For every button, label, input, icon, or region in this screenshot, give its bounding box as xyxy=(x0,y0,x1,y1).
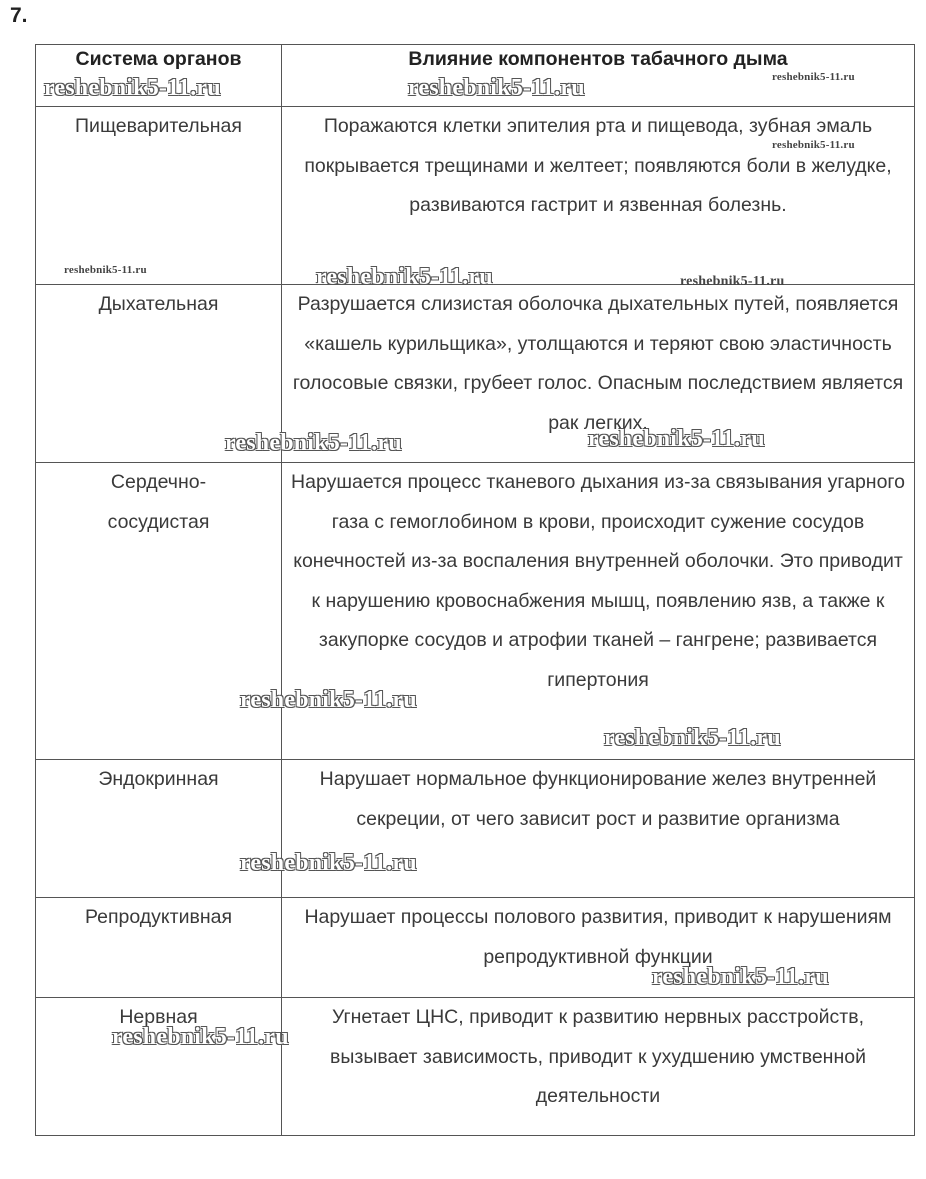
effect-cell: Нарушает процессы полового развития, приводит к нарушениям репродуктивной функции xyxy=(282,898,915,998)
watermark: reshebnik5-11.ru xyxy=(408,75,585,101)
table-header-row xyxy=(36,45,915,107)
watermark: reshebnik5-11.ru xyxy=(240,850,417,876)
header-system: Система органов xyxy=(36,45,282,107)
watermark: reshebnik5-11.ru xyxy=(316,264,493,290)
table-row xyxy=(36,285,915,463)
table-row xyxy=(36,998,915,1136)
system-cell: Эндокринная xyxy=(36,760,282,898)
effect-cell: Угнетает ЦНС, приводит к развитию нервных расстройств, вызывает зависимость, приводит к ухудшению умственной деятельности xyxy=(282,998,915,1136)
system-label: Сердечно-сосудистая xyxy=(107,471,210,533)
watermark: reshebnik5-11.ru xyxy=(112,1024,289,1050)
watermark: reshebnik5-11.ru xyxy=(680,274,785,289)
system-cell: Нервная xyxy=(36,998,282,1136)
effect-cell: Нарушается процесс тканевого дыхания из-за связывания угарного газа с гемоглобином в крови, происходит сужение сосудов конечностей из-за воспаления внутренней оболочки. Это приводит к нарушению кровоснабжения мышц, появлению язв, а также к закупорке сосудов и атрофии тканей – гангрене; развивается гипертония xyxy=(282,463,915,760)
watermark: reshebnik5-11.ru xyxy=(240,687,417,713)
table-row xyxy=(36,463,915,760)
effect-cell: Разрушается слизистая оболочка дыхательных путей, появляется «кашель курильщика», утолщаются и теряют свою эластичность голосовые связки, грубеет голос. Опасным последствием является рак легких. xyxy=(282,285,915,463)
watermark: reshebnik5-11.ru xyxy=(44,75,221,101)
system-cell xyxy=(36,463,282,760)
task-number: 7. xyxy=(10,4,28,27)
system-cell: Дыхательная xyxy=(36,285,282,463)
system-cell: Репродуктивная xyxy=(36,898,282,998)
organ-systems-table xyxy=(35,44,915,1136)
watermark: reshebnik5-11.ru xyxy=(588,426,765,452)
watermark: reshebnik5-11.ru xyxy=(652,964,829,990)
watermark: reshebnik5-11.ru xyxy=(772,71,855,83)
watermark: reshebnik5-11.ru xyxy=(225,430,402,456)
system-cell: Пищеварительная xyxy=(36,107,282,285)
effect-cell: Поражаются клетки эпителия рта и пищевода, зубная эмаль покрывается трещинами и желтеет; появляются боли в желудке, развиваются гастрит и язвенная болезнь. xyxy=(282,107,915,285)
watermark: reshebnik5-11.ru xyxy=(772,139,855,151)
table-row xyxy=(36,107,915,285)
header-effect: Влияние компонентов табачного дыма xyxy=(282,45,915,107)
watermark: reshebnik5-11.ru xyxy=(604,725,781,751)
watermark: reshebnik5-11.ru xyxy=(64,264,147,276)
table-row xyxy=(36,760,915,898)
table-row xyxy=(36,898,915,998)
effect-cell: Нарушает нормальное функционирование желез внутренней секреции, от чего зависит рост и развитие организма xyxy=(282,760,915,898)
